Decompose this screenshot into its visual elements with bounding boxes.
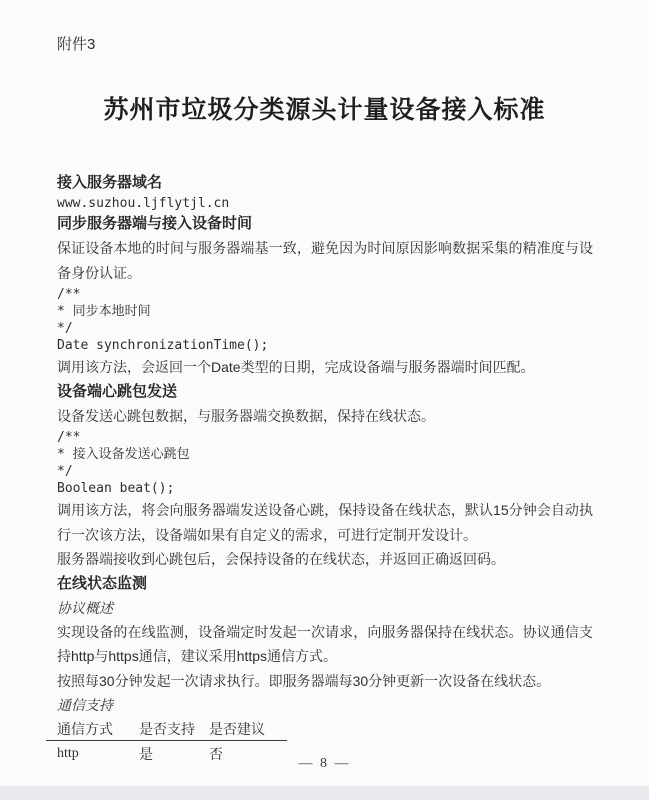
table-cell-method: http — [57, 746, 79, 761]
code-line: */ — [57, 464, 73, 479]
server-domain-url: www.suzhou.ljflytjl.cn — [57, 196, 230, 211]
code-line: /** — [57, 430, 81, 445]
code-block-heartbeat — [57, 429, 593, 497]
table-header-comm-method: 通信方式 — [46, 718, 139, 741]
table-header-row — [46, 718, 287, 741]
table-cell-recommended: 否 — [209, 746, 223, 762]
code-line: * 同步本地时间 — [57, 304, 151, 319]
document-body — [57, 171, 593, 767]
code-line: Date synchronizationTime(); — [57, 338, 269, 353]
table-header-recommended: 是否建议 — [209, 718, 287, 741]
code-line: Boolean beat(); — [57, 481, 175, 496]
table-cell-supported: 是 — [139, 746, 153, 762]
document-title: 苏州市垃圾分类源头计量设备接入标准 — [103, 97, 546, 124]
paragraph-heartbeat-intro: 设备发送心跳包数据，与服务器端交换数据，保持在线状态。 — [57, 407, 435, 424]
paragraph-protocol-interval: 按照每30分钟发起一次请求执行。即服务器端每30分钟更新一次设备在线状态。 — [57, 672, 551, 689]
heading-sync-time: 同步服务器端与接入设备时间 — [57, 215, 253, 232]
paragraph-sync-result: 调用该方法，会返回一个Date类型的日期，完成设备端与服务器端时间匹配。 — [57, 359, 535, 375]
heading-heartbeat: 设备端心跳包发送 — [57, 382, 178, 400]
heading-server-domain: 接入服务器域名 — [57, 174, 163, 191]
paragraph-sync-intro: 保证设备本地的时间与服务器端基一致，避免因为时间原因影响数据采集的精准度与设备身份认证。 — [57, 240, 593, 281]
code-block-sync — [57, 286, 593, 354]
paragraph-heartbeat-detail: 调用该方法，将会向服务器端发送设备心跳，保持设备在线状态，默认15分钟会自动执行一次该方法，设备端如果有自定义的需求，可进行定制开发设计。 — [57, 502, 593, 543]
paragraph-protocol-detail: 实现设备的在线监测，设备端定时发起一次请求，向服务器保持在线状态。协议通信支持http与https通信，建议采用https通信方式。 — [57, 623, 593, 664]
page-bottom-edge — [0, 786, 649, 800]
table-header-supported: 是否支持 — [139, 718, 209, 741]
code-line: */ — [57, 321, 73, 336]
attachment-label: 附件3 — [57, 36, 96, 53]
code-line: * 接入设备发送心跳包 — [57, 447, 190, 462]
page-number: — 8 — — [298, 756, 351, 771]
subheading-protocol-overview: 协议概述 — [57, 599, 113, 616]
code-line: /** — [57, 287, 81, 302]
heading-online-status: 在线状态监测 — [57, 574, 148, 592]
subheading-comm-support: 通信支持 — [57, 697, 113, 713]
paragraph-heartbeat-server: 服务器端接收到心跳包后，会保持设备的在线状态，并返回正确返回码。 — [57, 551, 505, 567]
